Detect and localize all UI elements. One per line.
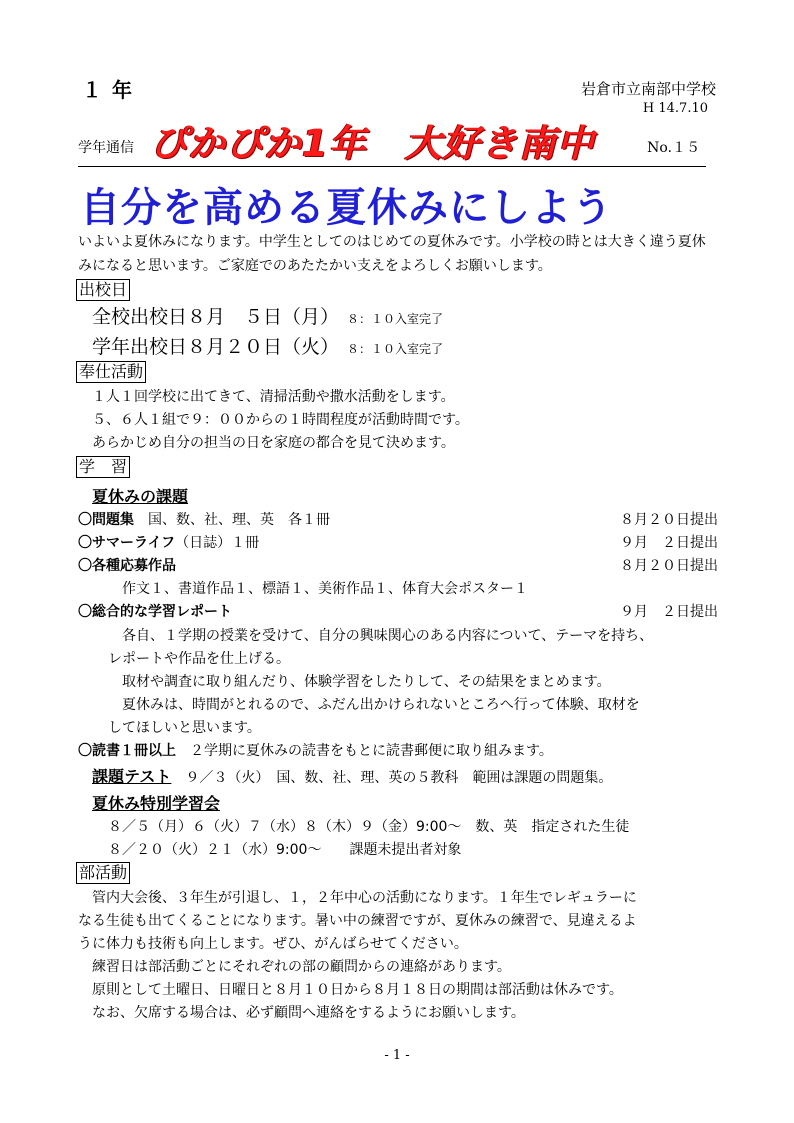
school-day-note: ８：１０入室完了 <box>347 312 444 326</box>
homework-name: 〇問題集 <box>78 512 134 528</box>
page-title: 自分を高める夏休みにしよう <box>80 185 613 231</box>
homework-item <box>78 555 176 575</box>
newsletter-title: ぴかぴか1年 大好き南中 <box>150 122 595 165</box>
club-line: うに体力も技術も向上します。ぜひ、がんばらせてください。 <box>78 936 468 952</box>
report-line: レポートや作品を仕上げる。 <box>108 651 290 667</box>
homework-due: ８月２０日提出 <box>620 512 718 528</box>
homework-name: 〇サマーライフ <box>78 535 176 551</box>
school-day-item <box>92 332 443 359</box>
service-line: あらかじめ自分の担当の日を家庭の都合を見て決めます。 <box>92 435 455 451</box>
test-detail: ９／３（火） 国、数、社、理、英の５教科 範囲は課題の問題集。 <box>185 770 613 786</box>
school-day-note: ８：１０入室完了 <box>347 342 444 356</box>
section-heading-school-days: 出校日 <box>76 279 130 301</box>
entries-line: 作文１、書道作品１、標語１、美術作品１、体育大会ポスター１ <box>122 581 528 597</box>
club-line: なお、欠席する場合は、必ず顧問へ連絡をするようにお願いします。 <box>92 1005 525 1021</box>
school-day-text: 学年出校日８月２０日（火） <box>92 336 340 358</box>
school-name: 岩倉市立南部中学校 <box>580 80 716 98</box>
special-session-title: 夏休み特別学習会 <box>92 794 221 813</box>
issue-date: H 14.7.10 <box>642 101 708 116</box>
club-line: 管内大会後、３年生が引退し、１，２年中心の活動になります。１年生でレギュラーに <box>92 890 637 906</box>
report-line: 夏休みは、時間がとれるので、ふだん出かけられないところへ行って体験、取材を <box>122 697 640 713</box>
reading-name: 〇読書１冊以上 <box>78 743 176 759</box>
report-due: ９月 ２日提出 <box>620 604 718 620</box>
section-heading-club: 部活動 <box>76 862 130 884</box>
report-line: 各自、１学期の授業を受けて、自分の興味関心のある内容について、テーマを持ち、 <box>122 628 654 644</box>
report-line: してほしいと思います。 <box>108 720 261 736</box>
homework-detail: （日誌）１冊 <box>175 535 260 551</box>
section-heading-service: 奉仕活動 <box>76 361 146 383</box>
club-line: 練習日は部活動ごとにそれぞれの部の顧問からの連絡があります。 <box>92 959 511 975</box>
homework-item <box>78 509 330 529</box>
homework-due: ９月 ２日提出 <box>620 535 718 551</box>
homework-title: 夏休みの課題 <box>92 487 189 506</box>
reading-item <box>78 740 553 760</box>
homework-name: 〇各種応募作品 <box>78 558 176 574</box>
homework-due: ８月２０日提出 <box>620 558 718 574</box>
section-heading-study: 学 習 <box>76 456 130 478</box>
grade-label: １年 <box>82 78 142 102</box>
special-session-line: ８／５（月）６（火）７（水）８（木）９（金）9:00～ 数、英 指定された生徒 <box>108 819 630 835</box>
club-line: 原則として土曜日、日曜日と８月１０日から８月１８日の期間は部活動は休みです。 <box>92 982 623 998</box>
school-day-item <box>92 302 443 329</box>
header-divider <box>78 166 706 167</box>
page-number: - 1 - <box>384 1048 410 1063</box>
homework-detail: 国、数、社、理、英 各１冊 <box>148 512 330 528</box>
special-session-line: ８／２０（火）２１（水）9:00～ 課題未提出者対象 <box>108 842 462 858</box>
service-line: ５、６人１組で９：００からの１時間程度が活動時間です。 <box>92 412 469 428</box>
homework-item <box>78 532 259 552</box>
service-line: １人１回学校に出てきて、清掃活動や撒水活動をします。 <box>92 389 455 405</box>
intro-paragraph: いよいよ夏休みになります。中学生としてのはじめての夏休みです。小学校の時とは大きく違う夏休みになると思います。ご家庭でのあたたかい支えをよろしくお願いします。 <box>78 234 706 274</box>
report-line: 取材や調査に取り組んだり、体験学習をしたりして、その結果をまとめます。 <box>122 674 611 690</box>
test-title: 課題テスト <box>92 767 172 786</box>
test-item <box>92 764 612 787</box>
report-name: 〇総合的な学習レポート <box>78 604 232 620</box>
club-line: なる生徒も出てくることになります。暑い中の練習ですが、夏休みの練習で、見違えるよ <box>78 913 637 929</box>
newsletter-label: 学年通信 <box>78 140 134 156</box>
reading-detail: ２学期に夏休みの読書をもとに読書郵便に取り組みます。 <box>190 743 553 759</box>
issue-number: No.１５ <box>647 140 700 156</box>
school-day-text: 全校出校日８月 ５日（月） <box>92 306 340 328</box>
